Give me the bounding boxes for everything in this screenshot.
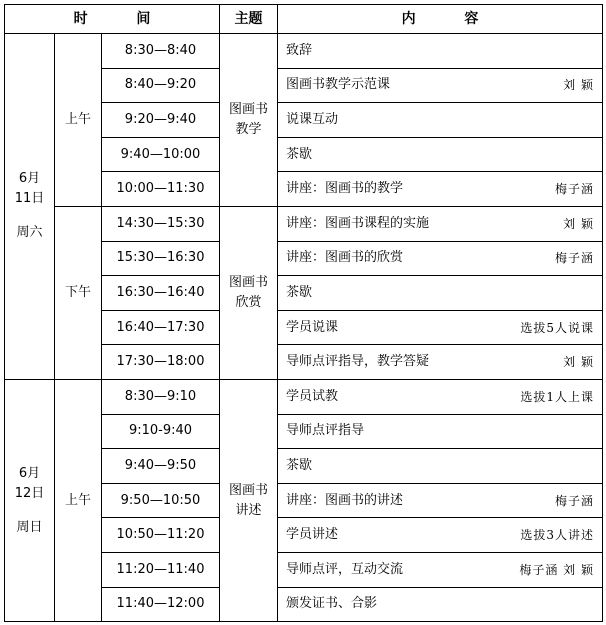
content-text: 茶歇 xyxy=(286,457,313,473)
speaker-note: 选拔1人上课 xyxy=(520,389,594,404)
content-cell xyxy=(278,345,603,380)
time-cell: 9:40—10:00 xyxy=(102,137,220,172)
table-row xyxy=(5,34,603,69)
schedule-table xyxy=(4,4,603,622)
content-text: 导师点评，互动交流 xyxy=(286,561,404,577)
content-cell xyxy=(278,68,603,103)
time-cell: 10:50—11:20 xyxy=(102,518,220,553)
time-cell: 9:40—9:50 xyxy=(102,449,220,484)
period-cell: 下午 xyxy=(55,206,102,379)
content-text: 图画书教学示范课 xyxy=(286,77,391,93)
content-cell xyxy=(278,552,603,587)
topic-line: 讲述 xyxy=(235,502,262,518)
content-cell xyxy=(278,483,603,518)
content-text: 讲座：图画书课程的实施 xyxy=(286,215,430,231)
table-row xyxy=(5,379,603,414)
content-text: 导师点评指导，教学答疑 xyxy=(286,354,430,370)
speaker-note: 刘 颖 xyxy=(563,78,594,93)
topic-line: 欣赏 xyxy=(235,294,262,310)
topic-line: 图画书 xyxy=(228,101,268,117)
content-text: 学员说课 xyxy=(286,319,339,335)
content-cell xyxy=(278,587,603,622)
time-cell: 11:40—12:00 xyxy=(102,587,220,622)
date-month: 6月 xyxy=(18,171,41,187)
speaker-note: 选拔5人说课 xyxy=(520,320,594,335)
time-cell: 15:30—16:30 xyxy=(102,241,220,276)
date-month: 6月 xyxy=(18,465,41,481)
content-cell xyxy=(278,172,603,207)
time-cell: 8:30—9:10 xyxy=(102,379,220,414)
content-text: 讲座：图画书的讲述 xyxy=(286,492,404,508)
content-cell xyxy=(278,449,603,484)
content-cell xyxy=(278,310,603,345)
time-cell: 16:40—17:30 xyxy=(102,310,220,345)
content-cell xyxy=(278,34,603,69)
content-cell xyxy=(278,137,603,172)
content-text: 说课互动 xyxy=(286,111,339,127)
speaker-note: 梅子涵 xyxy=(554,251,594,266)
speaker-note: 梅子涵 xyxy=(554,493,594,508)
content-cell xyxy=(278,414,603,449)
content-cell xyxy=(278,379,603,414)
content-text: 讲座：图画书的欣赏 xyxy=(286,250,404,266)
content-text: 茶歇 xyxy=(286,146,313,162)
period-cell: 上午 xyxy=(55,379,102,621)
content-cell xyxy=(278,518,603,553)
speaker-note: 选拔3人讲述 xyxy=(520,528,594,543)
time-cell: 11:20—11:40 xyxy=(102,552,220,587)
day-cell xyxy=(5,379,55,621)
topic-line: 教学 xyxy=(235,121,262,137)
speaker-note: 刘 颖 xyxy=(563,216,594,231)
time-cell: 10:00—11:30 xyxy=(102,172,220,207)
time-cell: 16:30—16:40 xyxy=(102,276,220,311)
time-cell: 8:30—8:40 xyxy=(102,34,220,69)
content-text: 颁发证书、合影 xyxy=(286,596,378,612)
speaker-note: 梅子涵 刘 颖 xyxy=(519,562,594,577)
time-cell: 9:50—10:50 xyxy=(102,483,220,518)
topic-cell xyxy=(220,34,278,207)
content-cell xyxy=(278,103,603,138)
speaker-note: 梅子涵 xyxy=(554,182,594,197)
header-time: 时 间 xyxy=(5,5,220,34)
topic-line: 图画书 xyxy=(228,482,268,498)
content-text: 茶歇 xyxy=(286,284,313,300)
table-row xyxy=(5,206,603,241)
date-day: 12日 xyxy=(14,485,45,501)
content-text: 讲座：图画书的教学 xyxy=(286,181,404,197)
date-day: 11日 xyxy=(14,191,45,207)
speaker-note: 刘 颖 xyxy=(563,355,594,370)
time-cell: 17:30—18:00 xyxy=(102,345,220,380)
content-text: 学员试教 xyxy=(286,388,339,404)
period-cell: 上午 xyxy=(55,34,102,207)
content-text: 学员讲述 xyxy=(286,527,339,543)
header-topic: 主题 xyxy=(220,5,278,34)
content-text: 致辞 xyxy=(286,42,313,58)
topic-line: 图画书 xyxy=(228,274,268,290)
time-cell: 8:40—9:20 xyxy=(102,68,220,103)
header-row xyxy=(5,5,603,34)
content-cell xyxy=(278,241,603,276)
time-cell: 9:10-9:40 xyxy=(102,414,220,449)
topic-cell xyxy=(220,379,278,621)
weekday: 周六 xyxy=(16,225,43,241)
topic-cell xyxy=(220,206,278,379)
content-cell xyxy=(278,206,603,241)
schedule-body xyxy=(5,34,603,622)
day-cell xyxy=(5,34,55,380)
weekday: 周日 xyxy=(16,519,43,535)
time-cell: 9:20—9:40 xyxy=(102,103,220,138)
content-text: 导师点评指导 xyxy=(286,423,365,439)
header-content: 内 容 xyxy=(278,5,603,34)
time-cell: 14:30—15:30 xyxy=(102,206,220,241)
content-cell xyxy=(278,276,603,311)
